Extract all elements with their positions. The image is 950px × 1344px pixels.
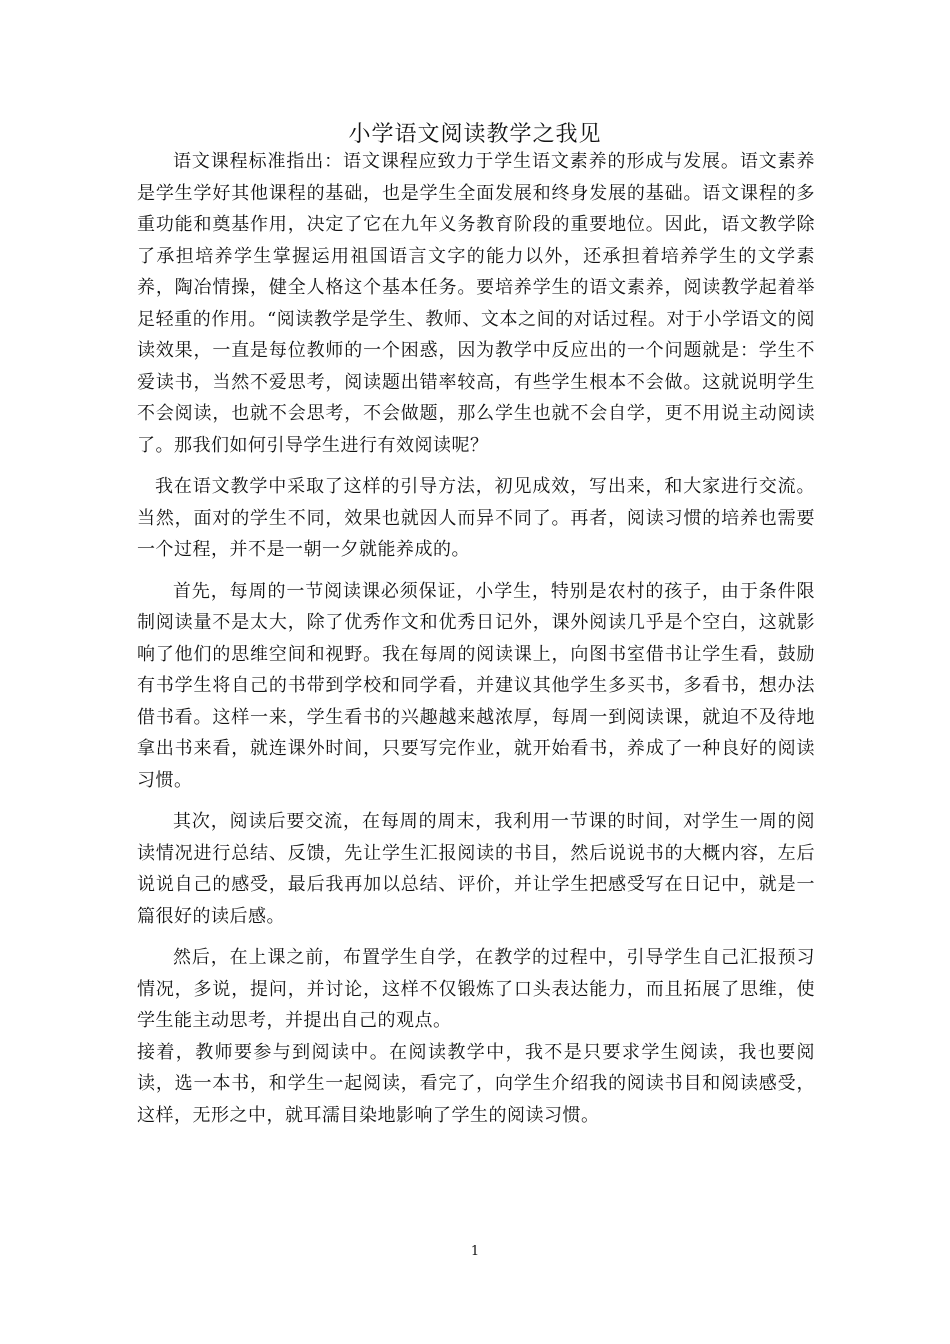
paragraph-third: 然后，在上课之前，布置学生自学，在教学的过程中，引导学生自己汇报预习情况，多说，提问，并讨论，这样不仅锻炼了口头表达能力，而且拓展了思维，使学生能主动思考，并提出自己的观点。 [137, 947, 815, 1031]
paragraph-second: 其次，阅读后要交流，在每周的周末，我利用一节课的时间，对学生一周的阅读情况进行总结、反馈，先让学生汇报阅读的书目，然后说说书的大概内容，左后说说自己的感受，最后我再加以总结、评价，并让学生把感受写在日记中，就是一篇很好的读后感。 [137, 811, 815, 927]
paragraph-first: 首先，每周的一节阅读课必须保证，小学生，特别是农村的孩子，由于条件限制阅读量不是太大，除了优秀作文和优秀日记外，课外阅读几乎是个空白，这就影响了他们的思维空间和视野。我在每周的阅读课上，向图书室借书让学生看，鼓励有书学生将自己的书带到学校和同学看，并建议其他学生多买书，多看书，想办法借书看。这样一来，学生看书的兴趣越来越浓厚，每周一到阅读课，就迫不及待地拿出书来看，就连课外时间，只要写完作业，就开始看书，养成了一种良好的阅读习惯。 [137, 580, 815, 791]
page-number: 1 [470, 1244, 480, 1259]
document-body [137, 146, 815, 1131]
document-title: 小学语文阅读教学之我见 [348, 122, 602, 147]
paragraph-method: 我在语文教学中采取了这样的引导方法，初见成效，写出来，和大家进行交流。当然，面对的学生不同，效果也就因人而异不同了。再者，阅读习惯的培养也需要一个过程，并不是一朝一夕就能养成的。 [137, 476, 815, 560]
paragraph-fourth: 接着，教师要参与到阅读中。在阅读教学中，我不是只要求学生阅读，我也要阅读，选一本书，和学生一起阅读，看完了，向学生介绍我的阅读书目和阅读感受，这样，无形之中，就耳濡目染地影响了学生的阅读习惯。 [137, 1041, 815, 1126]
paragraph-intro: 语文课程标准指出：语文课程应致力于学生语文素养的形成与发展。语文素养是学生学好其他课程的基础，也是学生全面发展和终身发展的基础。语文课程的多重功能和奠基作用，决定了它在九年义务教育阶段的重要地位。因此，语文教学除了承担培养学生掌握运用祖国语言文字的能力以外，还承担着培养学生的文学素养，陶冶情操，健全人格这个基本任务。要培养学生的语文素养，阅读教学起着举足轻重的作用。“阅读教学是学生、教师、文本之间的对话过程。对于小学语文的阅读效果，一直是每位教师的一个困惑，因为教学中反应出的一个问题就是：学生不爱读书，当然不爱思考，阅读题出错率较高，有些学生根本不会做。这就说明学生不会阅读，也就不会思考，不会做题，那么学生也就不会自学，更不用说主动阅读了。那我们如何引导学生进行有效阅读呢？ [137, 151, 815, 456]
